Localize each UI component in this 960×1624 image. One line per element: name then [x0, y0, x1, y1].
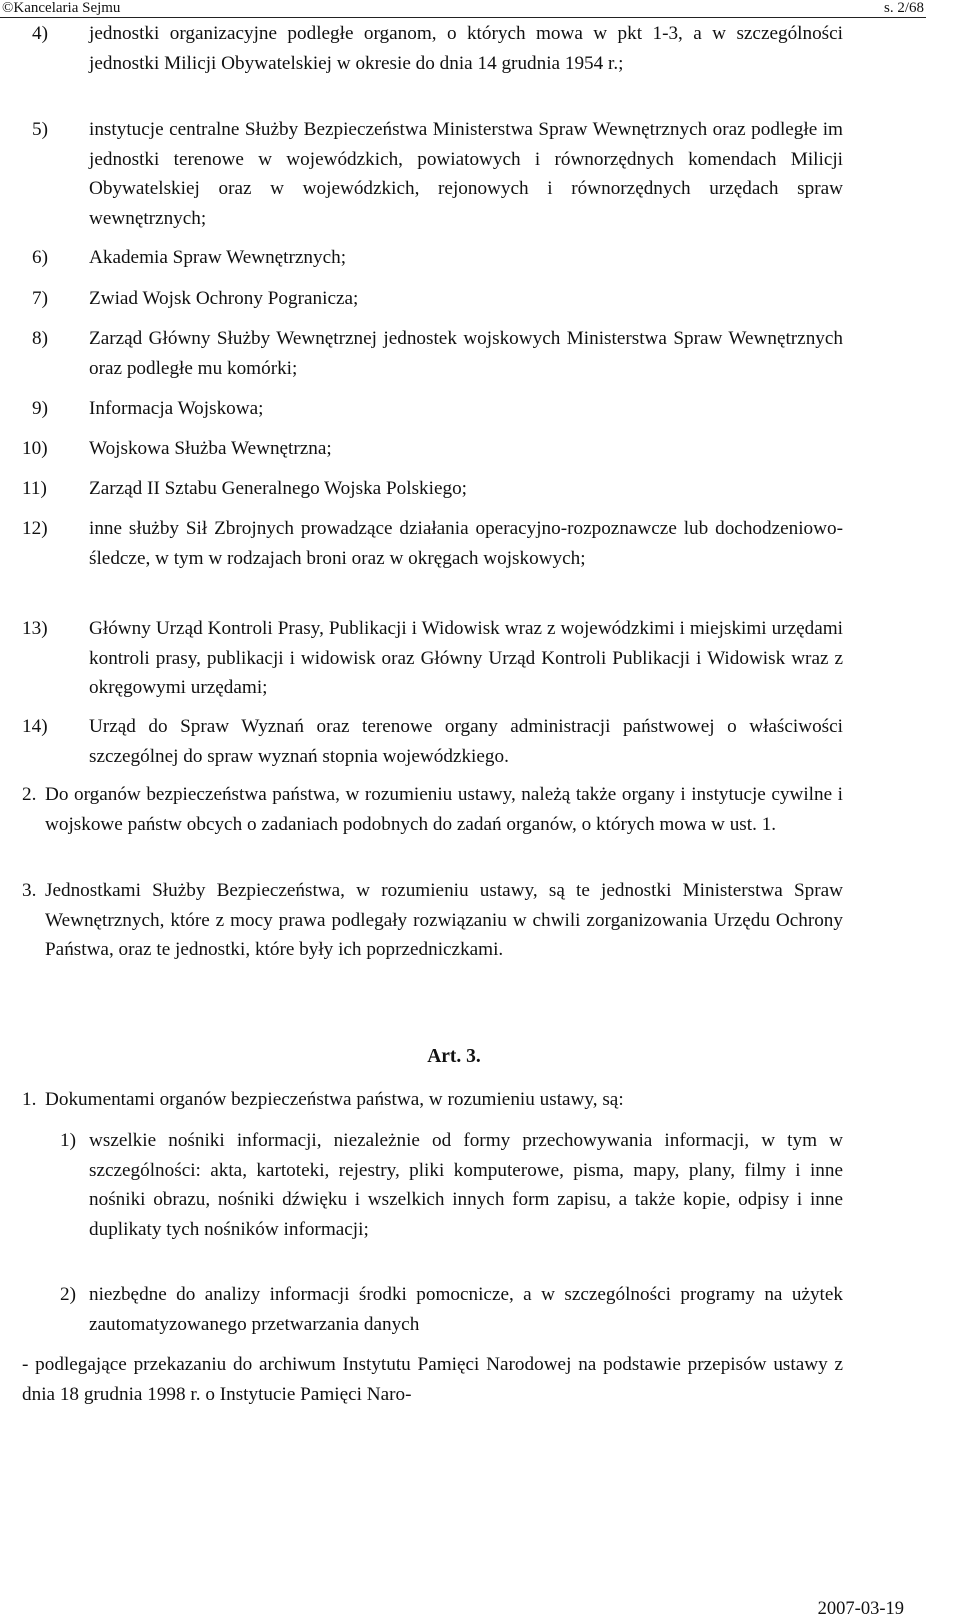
list-item-number: 14) — [22, 716, 48, 737]
list-item-13 — [0, 614, 843, 703]
paragraph-number: 1. — [22, 1089, 37, 1110]
list-item-number: 4) — [32, 23, 48, 44]
list-item-number: 10) — [22, 438, 48, 459]
article-heading: Art. 3. — [427, 1046, 481, 1067]
list-item-number: 6) — [32, 247, 48, 268]
list-item-text: Wojskowa Służba Wewnętrzna; — [89, 438, 332, 459]
page-header — [0, 0, 960, 16]
paragraph-2 — [0, 780, 843, 839]
list-item-text: niezbędne do analizy informacji środki pomocnicze, a w szczególności programy na użytek zautomatyzowanego przetwarzania danych — [89, 1284, 843, 1335]
list-item-number: 12) — [22, 518, 48, 539]
header-publisher: ©Kancelaria Sejmu — [2, 0, 121, 16]
paragraph-number: 3. — [22, 880, 37, 901]
list-item-8 — [0, 324, 843, 383]
list-item-text: jednostki organizacyjne podległe organom, o których mowa w pkt 1-3, a w szczególności jednostki Milicji Obywatelskiej w okresie do dnia 14 grudnia 1954 r.; — [89, 23, 843, 74]
footer-date: 2007-03-19 — [817, 1599, 904, 1619]
list-item-text: instytucje centralne Służby Bezpieczeństwa Ministerstwa Spraw Wewnętrznych oraz podległe im jednostki terenowe w wojewódzkich, powiatowych i równorzędnych komendach Milicji Obywatelskiej oraz w wojewódzkich, rejonowych i równorzędnych urzędach spraw wewnętrznych; — [89, 119, 843, 229]
header-rule — [0, 17, 926, 18]
list-item-number: 7) — [32, 288, 48, 309]
list-item-text: Zwiad Wojsk Ochrony Pogranicza; — [89, 288, 359, 309]
list-item-14 — [0, 712, 843, 771]
list-item-text: Zarząd Główny Służby Wewnętrznej jednostek wojskowych Ministerstwa Spraw Wewnętrznych oraz podległe mu komórki; — [89, 328, 843, 379]
list-item-number: 1) — [60, 1130, 76, 1151]
art3-closing-text — [22, 1350, 843, 1409]
list-item-5 — [0, 115, 843, 233]
art3-list-item-2 — [0, 1280, 843, 1339]
list-item-text: Zarząd II Sztabu Generalnego Wojska Polskiego; — [89, 478, 468, 499]
paragraph-text: Jednostkami Służby Bezpieczeństwa, w rozumieniu ustawy, są te jednostki Ministerstwa Spraw Wewnętrznych, które z mocy prawa podlegały rozwiązaniu w chwili zorganizowania Urzędu Ochrony Państwa, oraz te jednostki, które były ich poprzedniczkami. — [45, 880, 843, 960]
list-item-9 — [0, 394, 843, 424]
list-item-10 — [0, 434, 843, 464]
list-item-11 — [0, 474, 843, 504]
list-item-4 — [0, 19, 843, 78]
paragraph-text: Do organów bezpieczeństwa państwa, w rozumieniu ustawy, należą także organy i instytucje cywilne i wojskowe państw obcych o zadaniach podobnych do zadań organów, o których mowa w ust. 1. — [45, 784, 843, 835]
list-item-7 — [0, 284, 843, 314]
list-item-number: 2) — [60, 1284, 76, 1305]
list-item-text: Informacja Wojskowa; — [89, 398, 264, 419]
paragraph-3 — [0, 876, 843, 965]
list-item-number: 5) — [32, 119, 48, 140]
header-page-number: s. 2/68 — [883, 0, 924, 16]
list-item-text: Urząd do Spraw Wyznań oraz terenowe organy administracji państwowej o właściwości szczególnej do spraw wyznań stopnia wojewódzkiego. — [89, 716, 843, 767]
closing-text: - podlegające przekazaniu do archiwum Instytutu Pamięci Narodowej na podstawie przepisów ustawy z dnia 18 grudnia 1998 r. o Instytucie Pamięci Naro- — [22, 1354, 843, 1405]
list-item-text: Akademia Spraw Wewnętrznych; — [89, 247, 347, 268]
list-item-6 — [0, 243, 843, 273]
list-item-text: inne służby Sił Zbrojnych prowadzące działania operacyjno-rozpoznawcze lub dochodzeniowo-śledcze, w tym w rodzajach broni oraz w okręgach wojskowych; — [89, 518, 843, 569]
list-item-text: Główny Urząd Kontroli Prasy, Publikacji i Widowisk wraz z wojewódzkimi i miejskimi urzędami kontroli prasy, publikacji i widowisk oraz Główny Urząd Kontroli Publikacji i Widowisk wraz z okręgowymi urzędami; — [89, 618, 843, 698]
paragraph-number: 2. — [22, 784, 37, 805]
list-item-text: wszelkie nośniki informacji, niezależnie od formy przechowywania informacji, w tym w szczególności: akta, kartoteki, rejestry, pliki komputerowe, pisma, mapy, plany, filmy i inne nośniki obrazu, nośniki dźwięku i wszelkich innych form zapisu, a także kopie, odpisy i inne duplikaty tych nośników informacji; — [89, 1130, 843, 1240]
list-item-number: 9) — [32, 398, 48, 419]
paragraph-text: Dokumentami organów bezpieczeństwa państwa, w rozumieniu ustawy, są: — [45, 1089, 624, 1110]
art3-list-item-1 — [0, 1126, 843, 1244]
list-item-number: 11) — [22, 478, 47, 499]
list-item-number: 13) — [22, 618, 48, 639]
list-item-12 — [0, 514, 843, 573]
list-item-number: 8) — [32, 328, 48, 349]
art3-paragraph-1 — [0, 1085, 843, 1115]
